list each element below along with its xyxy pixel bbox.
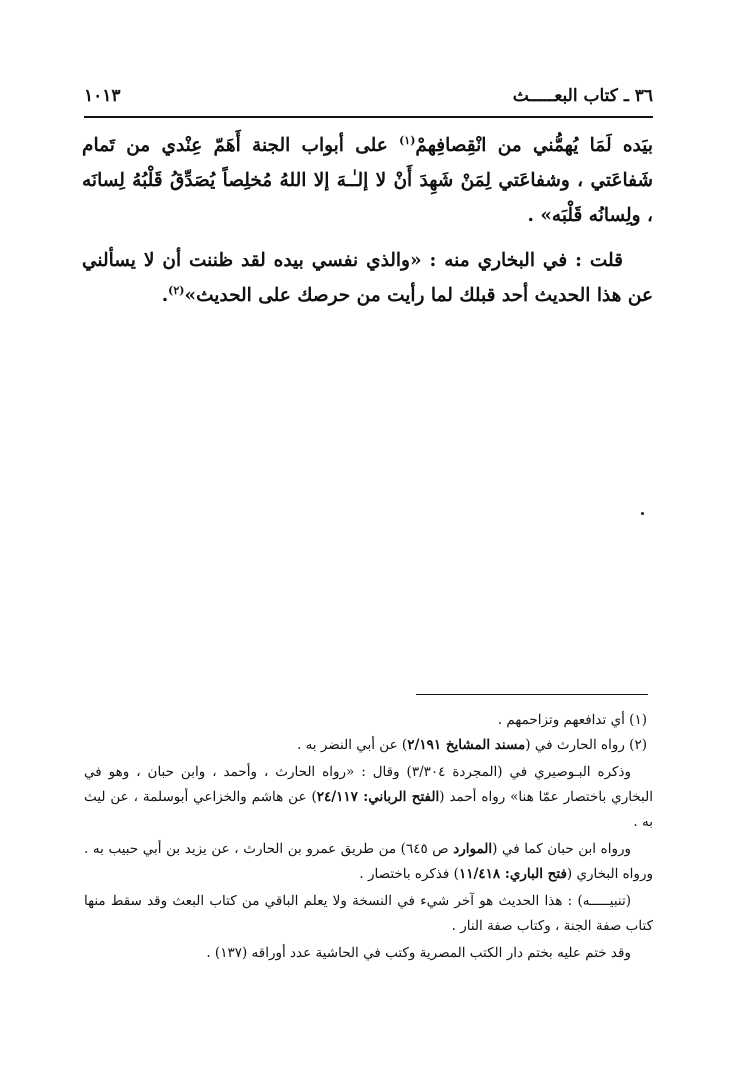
stray-mark xyxy=(641,512,644,515)
note-2-e: ) فذكره باختصار . xyxy=(359,866,459,882)
note-2-source-2: فتح الباري: ١١/٤١٨ xyxy=(458,866,567,882)
footnote-2-c: ) عن أبي النضر به . xyxy=(296,737,408,753)
footnote-2-a: (٢) رواه الحارث في ( xyxy=(525,737,647,753)
footnote-ref-1: (١) xyxy=(399,133,416,147)
page-header xyxy=(84,84,653,108)
paragraph-2 xyxy=(82,243,653,313)
paragraph-1-rest: على أبواب الجنة أَهَمّ عِنْدي من تَمام شَفاعَتي ، وشفاعَتي لِمَنْ شَهِدَ أَنْ لا إلـٰـهَ إلا اللهُ مُخلِصاً يُصَدِّقُ قَلْبُهُ لِسانَه ، ولِسانُه قَلْبَه» . xyxy=(82,135,653,226)
main-text xyxy=(82,128,653,313)
footnote-note-1 xyxy=(84,760,653,835)
footnote-ref-2: (٢) xyxy=(168,283,185,297)
footnote-rule xyxy=(416,694,648,695)
header-rule xyxy=(84,116,653,118)
footnote-2-source: مسند المشايخ ٢/١٩١ xyxy=(407,737,526,753)
page-number: ١٠١٣ xyxy=(84,86,121,106)
footnote-note-2 xyxy=(84,837,653,887)
note-1-a: وذكره البـوصيري في (المجردة ٣/٣٠٤) وقال : «رواه الحارث ، وأحمد ، وابن حبان ، وهو في البخاري باختصار عمّا هنا» رواه أحمد ( xyxy=(84,764,653,805)
footnote-note-3: (تنبيـــــه) : هذا الحديث هو آخر شيء في النسخة ولا يعلم الباقي من كتاب البعث وقد سقط منها كتاب صفة الجنة ، وكتاب صفة النار . xyxy=(84,893,653,934)
paragraph-2-end: . xyxy=(161,285,169,306)
footnote-2 xyxy=(84,733,653,758)
paragraph-1-text: بيَده لَمَا يُهمُّني من انْقِصافِهمْ xyxy=(415,135,653,156)
paragraph-2-text: قلت : في البخاري منه : «والذي نفسي بيده لقد ظننت أن لا يسألني عن هذا الحديث أحد قبلك لما رأيت من حرصك على الحديث» xyxy=(82,250,653,306)
note-1-c: ) عن هاشم والخزاعي أبوسلمة ، عن ليث به . xyxy=(84,789,653,830)
footnotes xyxy=(84,708,653,966)
note-1-source: الفتح الرباني: ٢٤/١١٧ xyxy=(316,789,440,805)
footnote-note-4: وقد ختم عليه بختم دار الكتب المصرية وكتب في الحاشية عدد أوراقه (١٣٧) . xyxy=(206,945,631,961)
note-2-c: ص ٦٤٥) من طريق عمرو بن الحارث ، عن يزيد بن أبي حبيب به . ورواه البخاري ( xyxy=(84,841,653,882)
paragraph-1 xyxy=(82,128,653,233)
footnote-1: (١) أي تدافعهم وتزاحمهم . xyxy=(497,712,647,728)
note-2-source-1: الموارد xyxy=(453,841,493,857)
chapter-title: ٣٦ ـ كتاب البعـــــث xyxy=(512,86,653,106)
note-2-a: ورواه ابن حبان كما في ( xyxy=(492,841,632,857)
